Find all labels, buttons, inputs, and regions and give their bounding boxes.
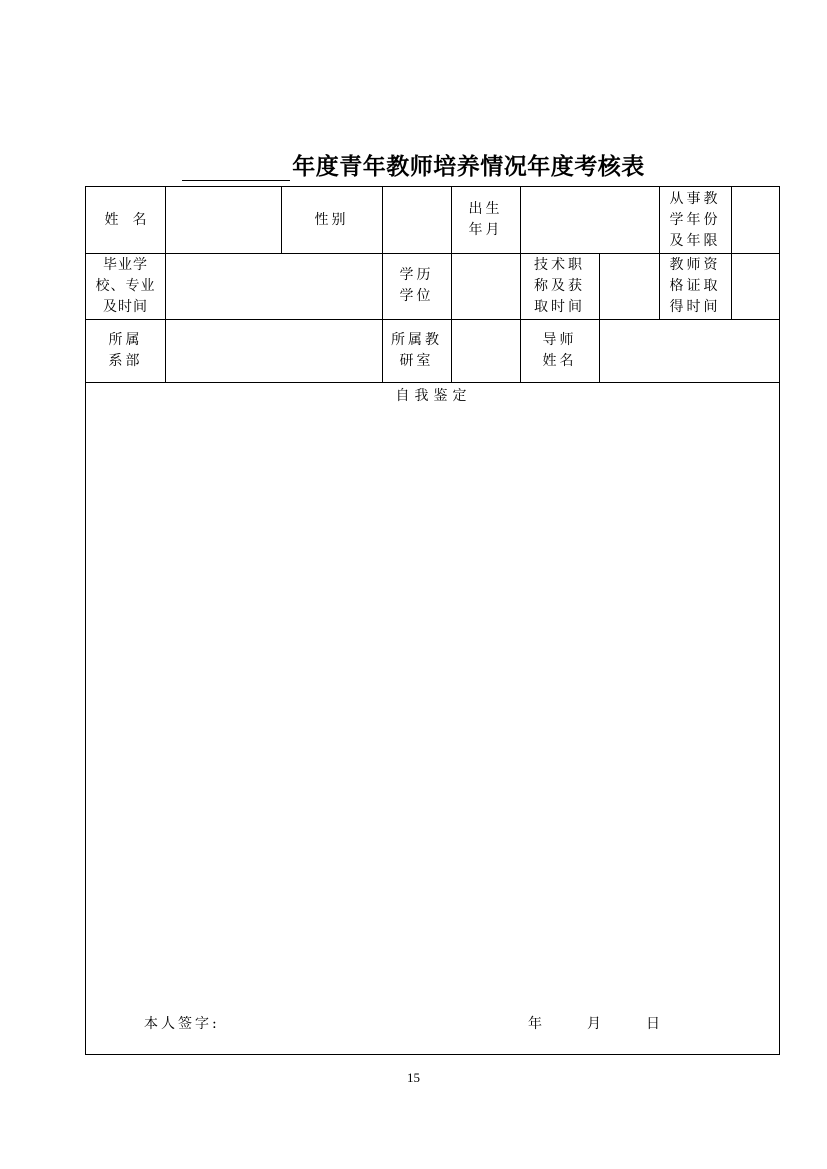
degree-label: 学历 学位 (399, 267, 434, 304)
department-field[interactable] (166, 319, 382, 382)
document-title (0, 148, 827, 181)
name-label: 姓 名 (104, 211, 147, 228)
page-number: 15 (407, 1070, 420, 1085)
tech-title-field[interactable] (600, 253, 659, 319)
gender-label: 性别 (314, 211, 349, 228)
teaching-years-field[interactable] (732, 187, 780, 253)
year-blank-line (182, 153, 290, 181)
birth-label: 出生 年月 (468, 201, 503, 238)
mentor-label: 导师 姓名 (542, 331, 577, 369)
cert-field[interactable] (732, 253, 780, 319)
date-day-label: 日 (646, 1016, 660, 1032)
date-year-label: 年 (528, 1016, 542, 1032)
tech-title-label: 技术职 称及获 取时间 (534, 256, 585, 315)
self-assessment-field[interactable] (86, 409, 780, 999)
title-text: 年度青年教师培养情况年度考核表 (292, 154, 645, 180)
name-field[interactable] (166, 187, 281, 253)
graduation-field[interactable] (166, 253, 382, 319)
office-field[interactable] (452, 319, 520, 382)
department-label: 所属 系部 (108, 331, 143, 369)
degree-field[interactable] (452, 253, 520, 319)
gender-field[interactable] (383, 187, 451, 253)
graduation-label: 毕业学 校、专业 及时间 (95, 256, 156, 315)
teaching-years-label: 从事教 学年份 及年限 (669, 190, 721, 249)
row-divider (86, 382, 779, 383)
self-assessment-heading: 自我鉴定 (395, 388, 472, 404)
cert-label: 教师资 格证取 得时间 (669, 256, 721, 315)
mentor-field[interactable] (600, 319, 780, 382)
birth-field[interactable] (521, 187, 659, 253)
signature-label: 本人签字: (144, 1016, 220, 1032)
date-month-label: 月 (587, 1016, 601, 1032)
assessment-form-table (85, 186, 780, 1055)
office-label: 所属教 研室 (391, 331, 442, 369)
